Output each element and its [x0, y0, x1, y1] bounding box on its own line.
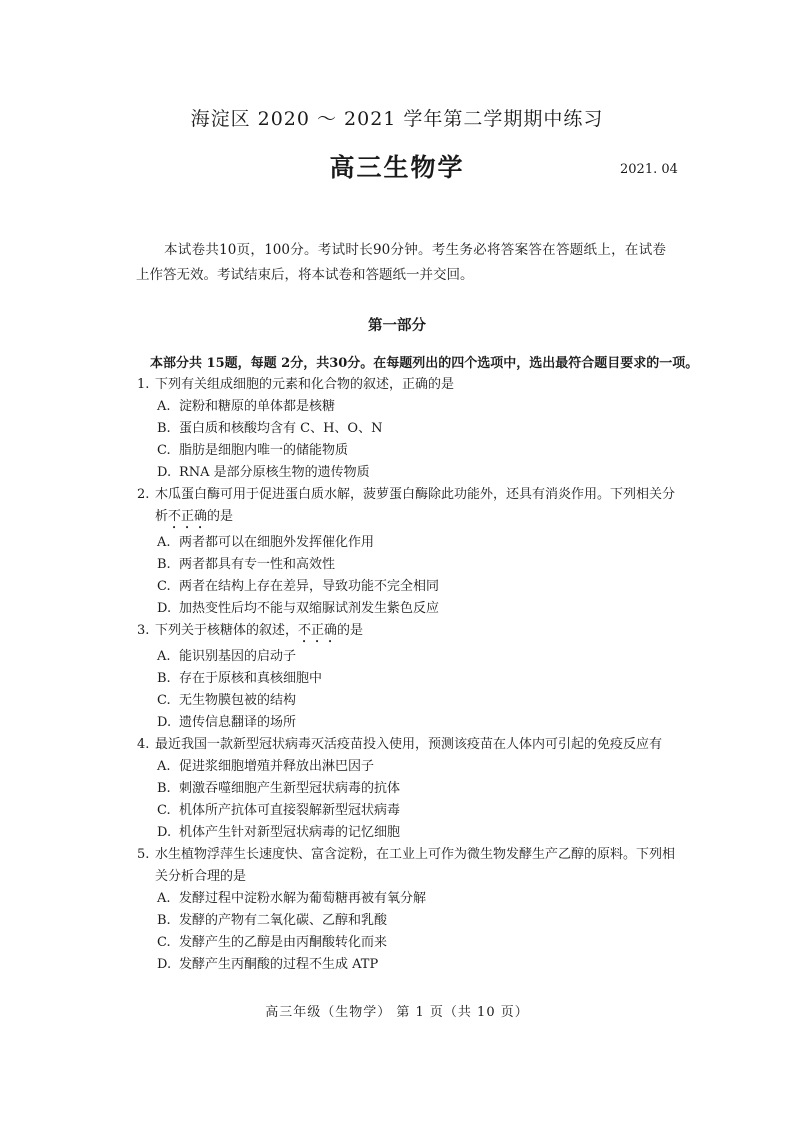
stem-emphasis: 不正确 — [168, 509, 208, 524]
option-c — [137, 690, 677, 712]
option-letter: A. — [157, 891, 171, 906]
option-letter: D. — [157, 465, 172, 480]
question-number: 4. — [137, 737, 150, 752]
question-number: 3. — [137, 623, 150, 638]
section-note: 本部分共 15题，每题 2分，共30分。在每题列出的四个选项中，选出最符合题目要求的一项。 — [150, 356, 699, 371]
option-b — [137, 668, 677, 690]
option-b — [137, 778, 677, 800]
option-letter: B. — [157, 557, 171, 572]
option-text: 两者都具有专一性和高效性 — [179, 557, 336, 572]
stem-text: 最近我国一款新型冠状病毒灭活疫苗投入使用，预测该疫苗在人体内可引起的免疫反应有 — [155, 737, 663, 752]
option-text: 发酵的产物有二氧化碳、乙醇和乳酸 — [179, 913, 388, 928]
option-letter: C. — [157, 693, 171, 708]
option-d — [137, 462, 677, 484]
option-text: 促进浆细胞增殖并释放出淋巴因子 — [179, 759, 375, 774]
option-letter: B. — [157, 913, 171, 928]
exam-instructions: 本试卷共10页，100分。考试时长90分钟。考生务必将答案答在答题纸上，在试卷上作答无效。考试结束后，将本试卷和答题纸一并交回。 — [136, 242, 666, 283]
option-letter: B. — [157, 421, 171, 436]
option-letter: C. — [157, 935, 171, 950]
option-letter: D. — [157, 715, 172, 730]
option-text: 刺激吞噬细胞产生新型冠状病毒的抗体 — [179, 781, 401, 796]
question-4 — [137, 734, 677, 844]
option-b — [137, 418, 677, 440]
option-c — [137, 932, 677, 954]
option-letter: B. — [157, 671, 171, 686]
option-text: 脂肪是细胞内唯一的储能物质 — [179, 443, 349, 458]
option-letter: C. — [157, 443, 171, 458]
option-letter: A. — [157, 399, 171, 414]
question-list — [137, 374, 677, 976]
question-2 — [137, 484, 677, 620]
option-text: 发酵产生的乙醇是由丙酮酸转化而来 — [179, 935, 388, 950]
option-d — [137, 598, 677, 620]
stem-text: 下列关于核糖体的叙述， — [155, 623, 299, 638]
exam-title: 海淀区 2020 ～ 2021 学年第二学期期中练习 — [190, 108, 604, 130]
stem-text-end: 的是 — [207, 509, 234, 524]
option-c — [137, 800, 677, 822]
option-a — [137, 888, 677, 910]
question-stem — [137, 374, 677, 396]
question-stem — [137, 844, 677, 888]
option-d — [137, 954, 677, 976]
page-footer: 高三年级（生物学） 第 1 页（共 10 页） — [265, 1005, 529, 1020]
question-number: 5. — [137, 847, 150, 862]
option-letter: C. — [157, 579, 171, 594]
option-d — [137, 712, 677, 734]
option-text: 无生物膜包被的结构 — [179, 693, 297, 708]
option-d — [137, 822, 677, 844]
option-a — [137, 532, 677, 554]
option-c — [137, 440, 677, 462]
question-5 — [137, 844, 677, 976]
option-letter: C. — [157, 803, 171, 818]
option-letter: D. — [157, 825, 172, 840]
option-text: 加热变性后均不能与双缩脲试剂发生紫色反应 — [179, 601, 440, 616]
option-letter: A. — [157, 649, 171, 664]
question-number: 2. — [137, 487, 150, 502]
question-number: 1. — [137, 377, 150, 392]
stem-text-end: 的是 — [337, 623, 364, 638]
question-stem — [137, 484, 677, 532]
question-stem — [137, 620, 677, 646]
section-title: 第一部分 — [368, 317, 426, 334]
stem-text: 木瓜蛋白酶可用于促进蛋白质水解，菠萝蛋白酶除此功能外，还具有消炎作用。下列相关分析 — [155, 487, 676, 524]
option-letter: D. — [157, 957, 172, 972]
option-text: 机体所产抗体可直接裂解新型冠状病毒 — [179, 803, 401, 818]
question-stem — [137, 734, 677, 756]
option-letter: A. — [157, 759, 171, 774]
exam-date: 2021. 04 — [620, 162, 678, 177]
option-text: 两者都可以在细胞外发挥催化作用 — [179, 535, 375, 550]
option-letter: A. — [157, 535, 171, 550]
question-1 — [137, 374, 677, 484]
option-text: 发酵产生丙酮酸的过程不生成 ATP — [179, 957, 379, 972]
option-text: 蛋白质和核酸均含有 C、H、O、N — [179, 421, 383, 436]
question-3 — [137, 620, 677, 734]
subject-title: 高三生物学 — [329, 153, 465, 182]
option-a — [137, 756, 677, 778]
option-text: 存在于原核和真核细胞中 — [179, 671, 323, 686]
stem-text: 下列有关组成细胞的元素和化合物的叙述，正确的是 — [155, 377, 455, 392]
stem-text: 水生植物浮萍生长速度快、富含淀粉，在工业上可作为微生物发酵生产乙醇的原料。下列相关分析合理的是 — [155, 847, 676, 884]
option-letter: D. — [157, 601, 172, 616]
option-text: 发酵过程中淀粉水解为葡萄糖再被有氧分解 — [179, 891, 427, 906]
option-text: 两者在结构上存在差异，导致功能不完全相同 — [179, 579, 440, 594]
option-text: 能识别基因的启动子 — [179, 649, 297, 664]
option-text: 遗传信息翻译的场所 — [179, 715, 297, 730]
option-b — [137, 910, 677, 932]
option-text: 淀粉和糖原的单体都是核糖 — [179, 399, 336, 414]
option-letter: B. — [157, 781, 171, 796]
option-text: 机体产生针对新型冠状病毒的记忆细胞 — [179, 825, 401, 840]
option-text: RNA 是部分原核生物的遗传物质 — [179, 465, 370, 480]
stem-emphasis: 不正确 — [298, 623, 338, 638]
option-c — [137, 576, 677, 598]
option-a — [137, 396, 677, 418]
option-a — [137, 646, 677, 668]
option-b — [137, 554, 677, 576]
